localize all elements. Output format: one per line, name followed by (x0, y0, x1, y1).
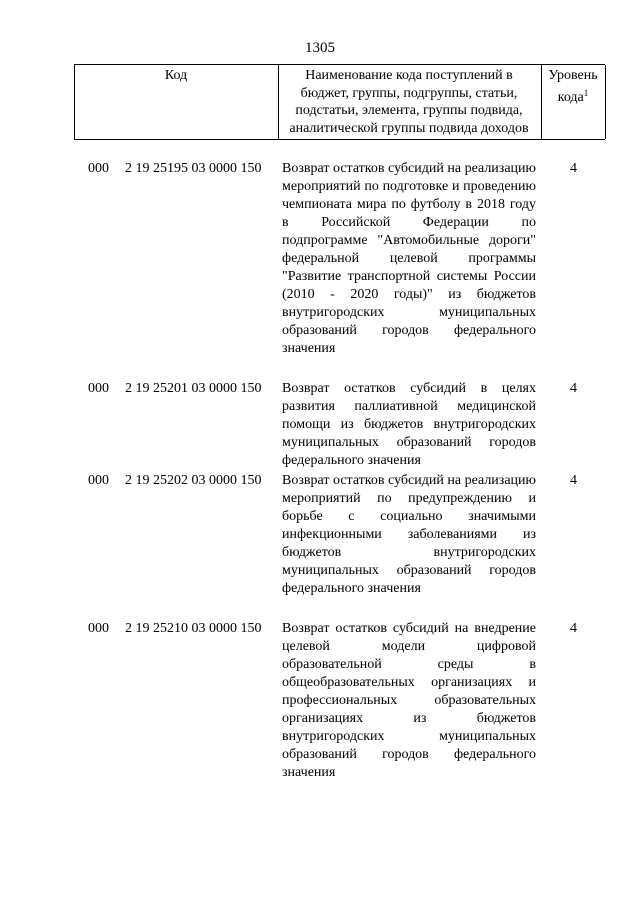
table-header (74, 64, 605, 140)
row-revenue-code: 2 19 25201 03 0000 150 (125, 381, 262, 396)
header-divider-1 (278, 65, 279, 139)
row-revenue-code: 2 19 25195 03 0000 150 (125, 161, 262, 176)
header-level-footnote: 1 (583, 87, 589, 98)
row-level: 4 (570, 473, 577, 488)
header-border-right (605, 65, 606, 139)
header-level (542, 67, 604, 106)
row-name: Возврат остатков субсидий в целях развития паллиативной медицинской помощи из бюджетов внутригородских муниципальных образований городов федерального значения (282, 381, 536, 468)
page-number: 1305 (305, 40, 335, 56)
row-name: Возврат остатков субсидий на внедрение целевой модели цифровой образовательной среды в общеобразовательных организациях и профессиональных образовательных организациях из бюджетов внутригородских муниципальных образований городов федерального значения (282, 621, 536, 780)
row-name: Возврат остатков субсидий на реализацию мероприятий по подготовке и проведению чемпионата мира по футболу в 2018 году в Российской Федерации по подпрограмме "Автомобильные дороги" федеральной целевой программы "Развитие транспортной системы России (2010 - 2020 годы)" из бюджетов внутригородских муниципальных образований городов федерального значения (282, 161, 536, 356)
row-admin-code: 000 (88, 161, 109, 176)
row-admin-code: 000 (88, 621, 109, 636)
row-name: Возврат остатков субсидий на реализацию мероприятий по предупреждению и борьбе с социально значимыми инфекционными заболеваниями из бюджетов внутригородских муниципальных образований городов федерального значения (282, 473, 536, 596)
header-code: Код (164, 68, 188, 83)
row-level: 4 (570, 381, 577, 396)
row-admin-code: 000 (88, 381, 109, 396)
row-revenue-code: 2 19 25202 03 0000 150 (125, 473, 262, 488)
header-name: Наименование кода поступлений в бюджет, группы, подгруппы, статьи, подстатьи, элемента, группы подвида, аналитической группы подвида доходов (289, 68, 529, 136)
row-level: 4 (570, 161, 577, 176)
header-level-text: Уровень кода (548, 68, 598, 105)
row-admin-code: 000 (88, 473, 109, 488)
row-revenue-code: 2 19 25210 03 0000 150 (125, 621, 262, 636)
row-level: 4 (570, 621, 577, 636)
